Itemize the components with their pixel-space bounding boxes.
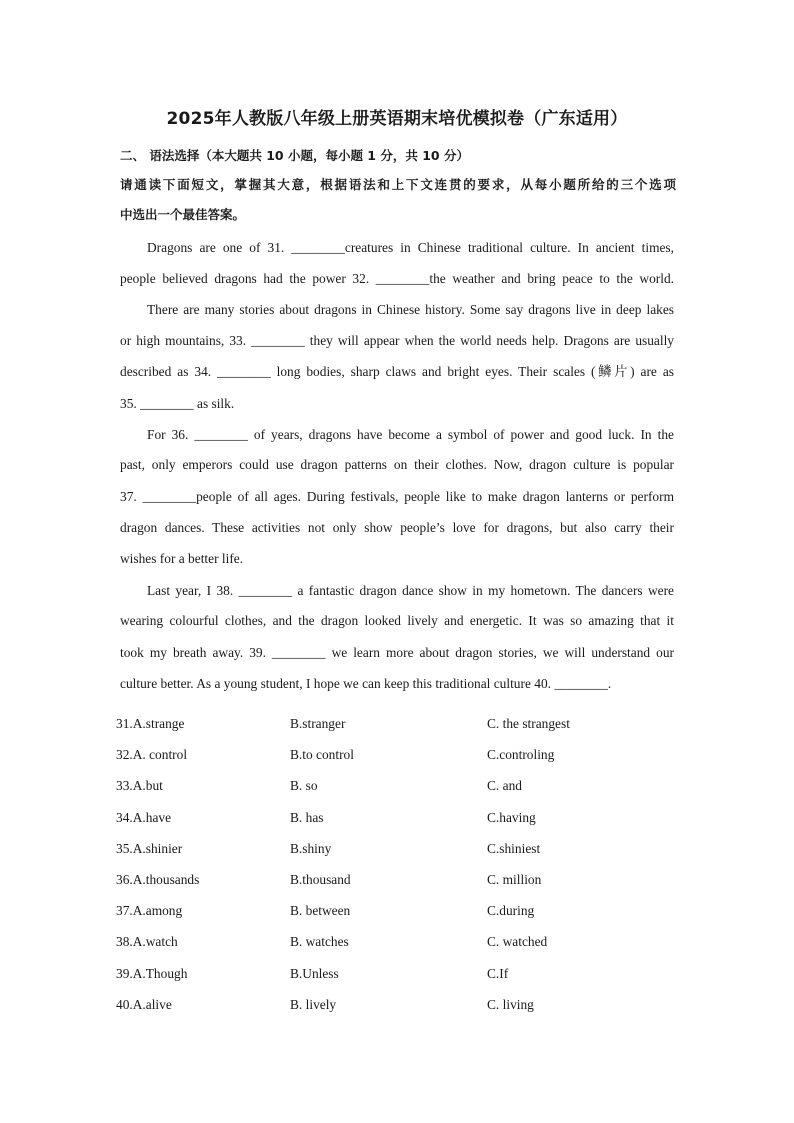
passage-line: wishes for a better life. bbox=[120, 551, 244, 566]
passage-line: past, only emperors could use dragon patterns on their clothes. Now, dragon culture is popular bbox=[120, 457, 674, 472]
option-b: B. between bbox=[290, 903, 351, 919]
option-c: C.If bbox=[487, 965, 509, 981]
option-b: B. lively bbox=[290, 996, 337, 1012]
option-row-32 bbox=[116, 743, 696, 774]
passage-line: culture better. As a young student, I hope we can keep this traditional culture 40. ________. bbox=[120, 676, 612, 691]
option-a: 33.A.but bbox=[116, 778, 163, 794]
option-a: 40.A.alive bbox=[116, 996, 172, 1012]
passage-line: There are many stories about dragons in Chinese history. Some say dragons live in deep lakes bbox=[147, 302, 674, 317]
passage-line: wearing colourful clothes, and the dragon looked lively and energetic. It was so amazing that it bbox=[120, 613, 674, 628]
passage-line: or high mountains, 33. ________ they will appear when the world needs help. Dragons are usually bbox=[120, 333, 674, 348]
page-title: 2025年人教版八年级上册英语期末培优模拟卷（广东适用） bbox=[166, 109, 628, 129]
option-row-37 bbox=[116, 899, 696, 930]
option-row-36 bbox=[116, 868, 696, 899]
option-c: C.shiniest bbox=[487, 840, 541, 856]
passage-line: people believed dragons had the power 32. ________the weather and bring peace to the world. bbox=[120, 271, 674, 286]
option-a: 32.A. control bbox=[116, 747, 188, 763]
passage-line: dragon dances. These activities not only show people’s love for dragons, but also carry their bbox=[120, 520, 674, 535]
option-row-40 bbox=[116, 993, 696, 1024]
passage-line: For 36. ________ of years, dragons have become a symbol of power and good luck. In the bbox=[147, 427, 674, 442]
option-a: 35.A.shinier bbox=[116, 840, 183, 856]
option-c: C. living bbox=[487, 996, 534, 1012]
option-row-33 bbox=[116, 774, 696, 805]
option-a: 36.A.thousands bbox=[116, 871, 200, 887]
option-a: 31.A.strange bbox=[116, 716, 185, 731]
option-row-39 bbox=[116, 962, 696, 993]
passage-line: Dragons are one of 31. ________creatures in Chinese traditional culture. In ancient times, bbox=[147, 240, 674, 255]
passage-line: took my breath away. 39. ________ we learn more about dragon stories, we will understand our bbox=[120, 645, 674, 660]
option-b: B.Unless bbox=[290, 965, 339, 981]
option-b: B.shiny bbox=[290, 840, 332, 856]
passage-line: 35. ________ as silk. bbox=[120, 396, 235, 411]
answer-options bbox=[116, 712, 696, 1024]
option-a: 39.A.Though bbox=[116, 965, 188, 981]
option-b: B.stranger bbox=[290, 716, 346, 731]
option-row-31 bbox=[116, 712, 696, 743]
option-c: C.having bbox=[487, 809, 536, 825]
option-b: B. watches bbox=[290, 934, 349, 950]
option-b: B.thousand bbox=[290, 871, 351, 887]
option-a: 34.A.have bbox=[116, 809, 172, 825]
option-c: C. and bbox=[487, 778, 522, 794]
passage-line: described as 34. ________ long bodies, sharp claws and bright eyes. Their scales (鳞片) are as bbox=[120, 364, 674, 379]
instruction-line: 中选出一个最佳答案。 bbox=[120, 207, 246, 222]
option-c: C.during bbox=[487, 903, 535, 919]
option-c: C.controling bbox=[487, 747, 555, 763]
passage-line: 37. ________people of all ages. During festivals, people like to make dragon lanterns or perform bbox=[120, 489, 674, 504]
option-b: B.to control bbox=[290, 747, 354, 763]
option-c: C. million bbox=[487, 871, 542, 887]
option-row-34 bbox=[116, 806, 696, 837]
option-row-35 bbox=[116, 837, 696, 868]
option-b: B. so bbox=[290, 778, 318, 794]
option-c: C. watched bbox=[487, 934, 548, 950]
option-b: B. has bbox=[290, 809, 324, 825]
option-c: C. the strangest bbox=[487, 716, 570, 731]
option-a: 38.A.watch bbox=[116, 934, 178, 950]
instruction-line: 请通读下面短文，掌握其大意，根据语法和上下文连贯的要求，从每小题所给的三个选项 bbox=[120, 177, 676, 192]
section-heading: 二、 语法选择（本大题共 10 小题，每小题 1 分，共 10 分） bbox=[120, 148, 469, 163]
passage-line: Last year, I 38. ________ a fantastic dragon dance show in my hometown. The dancers were bbox=[147, 583, 674, 598]
option-row-38 bbox=[116, 930, 696, 961]
option-a: 37.A.among bbox=[116, 903, 183, 919]
